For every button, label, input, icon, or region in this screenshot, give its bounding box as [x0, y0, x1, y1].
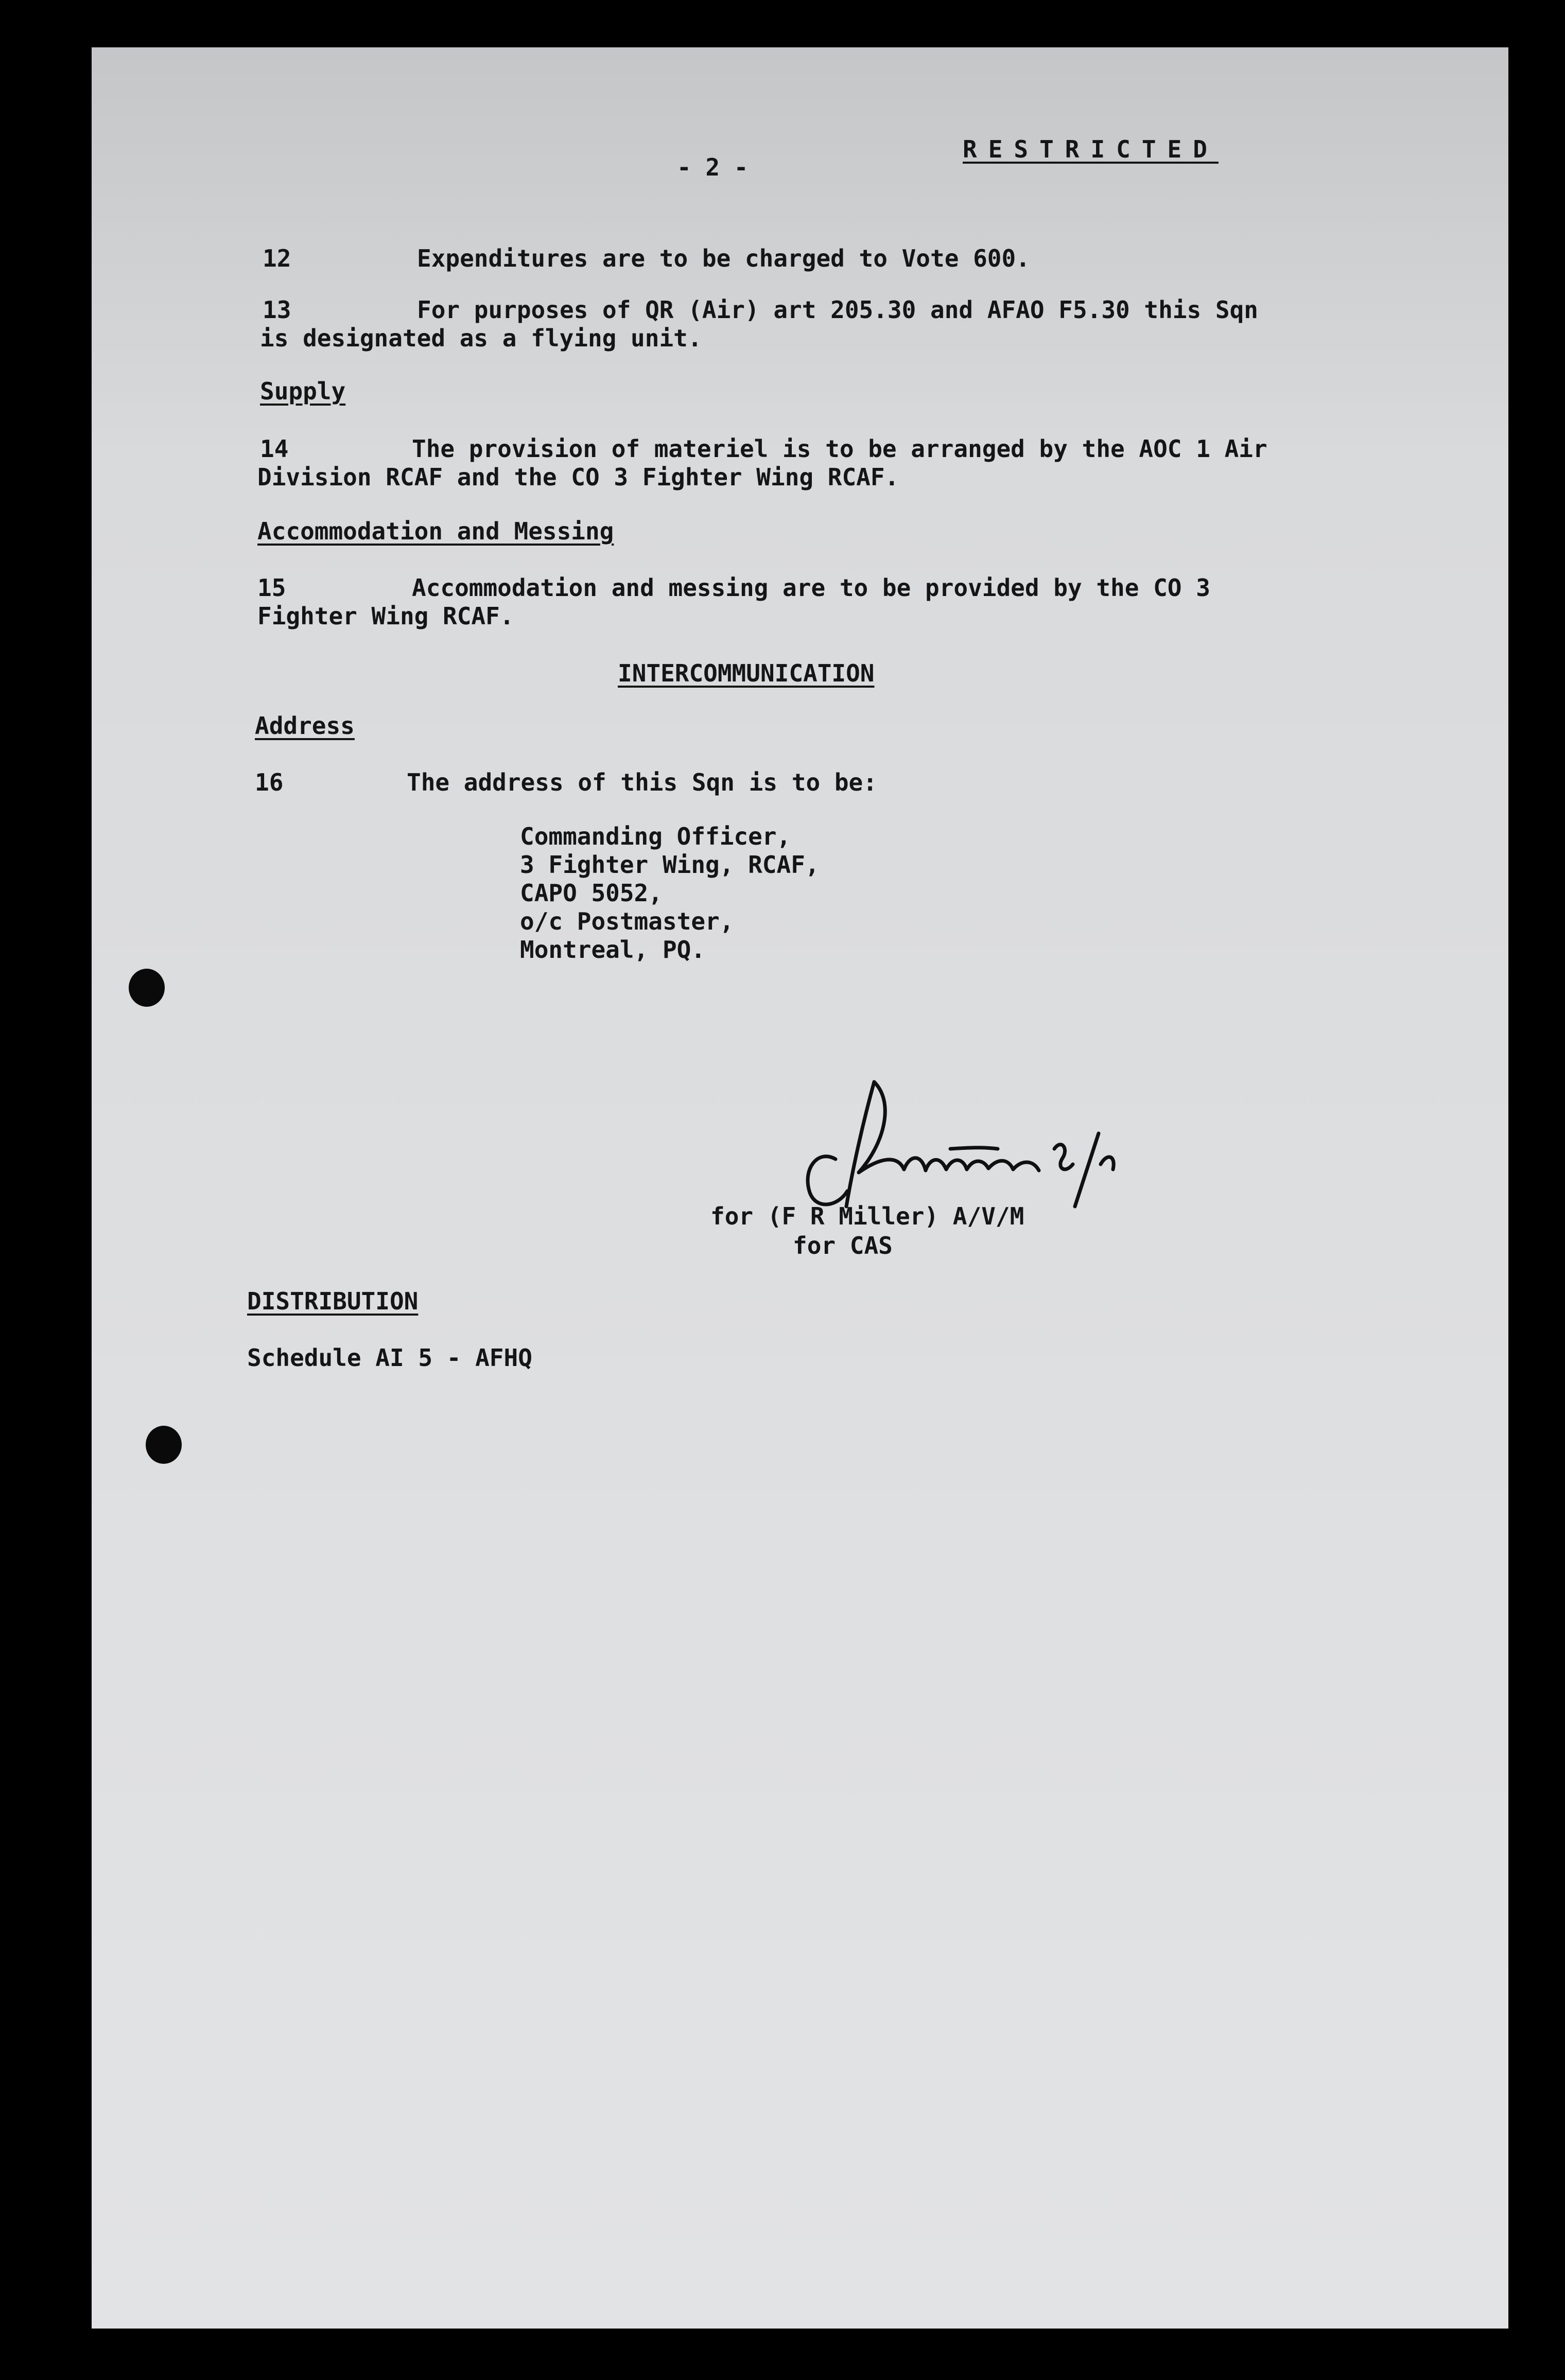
paragraph-number-12: 12	[263, 244, 291, 272]
page-number: - 2 -	[677, 153, 749, 181]
signature-block-line-1: for (F R Miller) A/V/M	[710, 1202, 1024, 1230]
classification-marking: RESTRICTED	[963, 135, 1219, 163]
address-line: CAPO 5052,	[520, 879, 663, 907]
intercommunication-heading: INTERCOMMUNICATION	[618, 659, 875, 687]
distribution-heading: DISTRIBUTION	[247, 1287, 419, 1315]
accommodation-heading: Accommodation and Messing	[257, 517, 614, 545]
paragraph-15-line-2: Fighter Wing RCAF.	[257, 602, 514, 630]
supply-heading: Supply	[260, 377, 346, 405]
paragraph-number-14: 14	[260, 435, 289, 463]
address-line: Montreal, PQ.	[520, 936, 706, 964]
paragraph-16-text: The address of this Sqn is to be:	[407, 768, 877, 796]
signature-block-line-2: for CAS	[793, 1232, 893, 1259]
punch-hole	[129, 969, 165, 1007]
punch-hole	[146, 1426, 182, 1464]
paragraph-number-13: 13	[263, 296, 291, 324]
paragraph-13-line-2: is designated as a flying unit.	[260, 324, 702, 352]
distribution-text: Schedule AI 5 - AFHQ	[247, 1344, 532, 1372]
paragraph-12-text: Expenditures are to be charged to Vote 600.	[417, 244, 1030, 272]
paragraph-14-line-1: The provision of materiel is to be arranged by the AOC 1 Air	[412, 435, 1267, 463]
address-line: o/c Postmaster,	[520, 907, 734, 935]
address-line: Commanding Officer,	[520, 822, 791, 850]
paragraph-13-line-1: For purposes of QR (Air) art 205.30 and AFAO F5.30 this Sqn	[417, 296, 1258, 324]
paragraph-number-15: 15	[257, 574, 286, 602]
paragraph-14-line-2: Division RCAF and the CO 3 Fighter Wing RCAF.	[257, 463, 899, 491]
address-heading: Address	[255, 712, 355, 740]
document-page	[92, 47, 1508, 2329]
address-line: 3 Fighter Wing, RCAF,	[520, 851, 820, 879]
paragraph-number-16: 16	[255, 768, 284, 796]
paragraph-15-line-1: Accommodation and messing are to be provided by the CO 3	[412, 574, 1210, 602]
